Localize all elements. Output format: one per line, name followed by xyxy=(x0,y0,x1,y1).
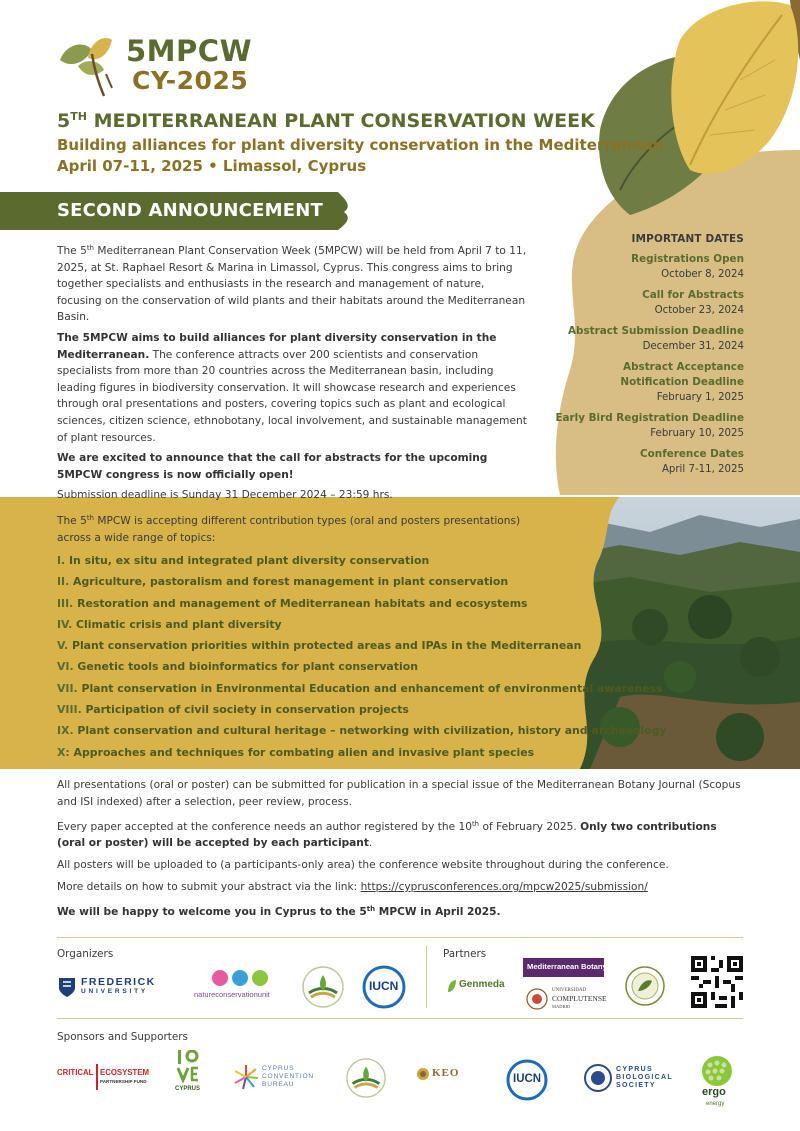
submission-link[interactable]: https://cyprusconferences.org/mpcw2025/submission/ xyxy=(360,880,648,893)
ergo-dots-icon xyxy=(698,1055,736,1087)
leaf-logo-icon xyxy=(48,30,128,100)
logo-line-1: 5MPCW xyxy=(126,34,253,68)
iucn-logo-organizer: IUCN xyxy=(362,965,406,1009)
details-paragraph-5: We will be happy to welcome you in Cyprus to the 5th MPCW in April 2025. xyxy=(57,904,501,918)
logo-line-2: CY-2025 xyxy=(132,66,249,95)
date-item: Registrations Open October 8, 2024 xyxy=(631,253,744,280)
topic-item: X: Approaches and techniques for combating alien and invasive plant species xyxy=(57,745,535,759)
iucn-logo-sponsor: IUCN xyxy=(506,1059,548,1101)
genmeda-leaf-icon xyxy=(446,978,458,994)
mpcw-round-logo-sponsor xyxy=(345,1057,387,1099)
date-item: Abstract Submission Deadline December 31, 2024 xyxy=(568,325,744,352)
love-cyprus-logo: CYPRUS xyxy=(170,1050,206,1104)
topic-item: IV. Climatic crisis and plant diversity xyxy=(57,617,282,631)
congress-logo xyxy=(48,30,278,100)
complutense-seal-icon xyxy=(526,987,548,1011)
topic-item: II. Agriculture, pastoralism and forest management in plant conservation xyxy=(57,575,509,589)
keo-emblem-icon xyxy=(416,1067,430,1081)
topic-item: VIII. Participation of civil society in conservation projects xyxy=(57,703,409,717)
topic-item: VII. Plant conservation in Environmental Education and enhancement of environmental awareness xyxy=(57,681,663,695)
details-paragraph-2: Every paper accepted at the conference needs an author registered by the 10th of February 2025. Only two contributions (oral or poster) will be accepted by each participant. xyxy=(57,819,717,850)
topics-list xyxy=(57,550,667,763)
submission-details xyxy=(57,777,747,926)
intro-paragraph-4: Submission deadline is Sunday 31 December 2024 – 23:59 hrs. xyxy=(57,489,393,502)
ncu-icons xyxy=(210,968,270,988)
organizers-label: Organizers xyxy=(57,948,114,960)
genmeda-logo: Genmeda xyxy=(446,976,510,998)
intro-paragraph-3: We are excited to announce that the call for abstracts for the upcoming 5MPCW congress is now officially open! xyxy=(57,452,488,481)
date-item: Abstract Acceptance Notification Deadline February 1, 2025 xyxy=(620,361,744,403)
frederick-university-logo: FREDERICK UNIVERSITY xyxy=(57,975,177,999)
partners-label: Partners xyxy=(443,948,487,960)
cbs-seal-icon xyxy=(584,1064,612,1092)
sponsors-label: Sponsors and Supporters xyxy=(57,1031,188,1043)
details-paragraph-1: All presentations (oral or poster) can be submitted for publication in a special issue of the Mediterranean Botany Journal (Scopus and ISI indexed) after a selection, peer review, process. xyxy=(57,779,741,808)
intro-paragraph-2: The 5MPCW aims to build alliances for plant diversity conservation in the Mediterranean. The conference attracts over 200 scientists and conservation specialists from more than 20 countries across the Mediterranean basin, including leading figures in biodiversity conservation. It will showcase research and experiences through oral presentations and posters, covering topics such as plant and ecological sciences, citizen science, ethnobotany, local involvement, and sustainable management of plant resources. xyxy=(57,331,527,444)
cepf-logo: CRITICAL ECOSYSTEM PARTNERSHIP FUND xyxy=(57,1064,152,1090)
date-item: Conference Dates April 7-11, 2025 xyxy=(640,448,744,475)
ergo-energy-logo: ergo energy xyxy=(696,1055,738,1113)
topics-intro: The 5th MPCW is accepting different contribution types (oral and posters presentations) across a wide range of topics: xyxy=(57,514,521,544)
optima-logo xyxy=(624,965,666,1007)
date-item: Early Bird Registration Deadline February 10, 2025 xyxy=(555,412,744,439)
mpcw-round-logo xyxy=(301,965,345,1009)
important-dates-panel xyxy=(504,232,744,483)
ccb-burst-icon xyxy=(233,1064,259,1090)
details-paragraph-4: More details on how to submit your abstract via the link: https://cyprusconferences.org/mpcw2025/submission/ xyxy=(57,880,648,893)
intro-paragraph-1: The 5th Mediterranean Plant Conservation Week (5MPCW) will be held from April 7 to 11, 2025, at St. Raphael Resort & Marina in Limassol, Cyprus. This congress aims to bring together specialists and enthusiasts in the research and management of nature, focusing on the conservation of wild plants and their habitats around the Mediterranean Basin. xyxy=(57,244,527,324)
date-item: Call for Abstracts October 23, 2024 xyxy=(642,289,744,316)
cyprus-convention-bureau-logo: CYPRUS CONVENTION BUREAU xyxy=(233,1062,317,1092)
vertical-divider xyxy=(426,946,427,1008)
divider xyxy=(57,1018,743,1019)
keo-logo: KEO xyxy=(416,1066,476,1082)
love-cyprus-mark xyxy=(176,1050,200,1084)
yellow-leaf-illustration xyxy=(560,0,800,245)
qr-code[interactable] xyxy=(691,956,743,1008)
mediterranean-botany-logo: Mediterranean Botany xyxy=(523,958,604,977)
important-dates-title: IMPORTANT DATES xyxy=(631,233,744,245)
page-subtitle: Building alliances for plant diversity conservation in the Mediterranean xyxy=(57,136,664,154)
topic-item: VI. Genetic tools and bioinformatics for plant conservation xyxy=(57,660,418,674)
complutense-logo: UNIVERSIDAD COMPLUTENSE MADRID xyxy=(526,985,606,1013)
cyprus-biological-society-logo: CYPRUS BIOLOGICAL SOCIETY xyxy=(584,1063,674,1093)
intro-section xyxy=(57,240,532,508)
page-title: 5TH MEDITERRANEAN PLANT CONSERVATION WEEK xyxy=(57,110,595,132)
nature-conservation-unit-logo: natureconservationunit xyxy=(192,968,292,1002)
event-dateline: April 07-11, 2025 • Limassol, Cyprus xyxy=(57,157,367,175)
frederick-shield-icon xyxy=(57,976,77,998)
topic-item: V. Plant conservation priorities within protected areas and IPAs in the Mediterranean xyxy=(57,639,582,653)
topic-item: III. Restoration and management of Mediterranean habitats and ecosystems xyxy=(57,596,528,610)
announcement-title: SECOND ANNOUNCEMENT xyxy=(57,200,323,221)
topic-item: IX. Plant conservation and cultural heritage – networking with civilization, history and archaeology xyxy=(57,724,667,738)
topic-item: I. In situ, ex situ and integrated plant diversity conservation xyxy=(57,554,430,567)
divider xyxy=(57,937,743,938)
details-paragraph-3: All posters will be uploaded to (a participants-only area) the conference website throughout during the conference. xyxy=(57,859,669,872)
